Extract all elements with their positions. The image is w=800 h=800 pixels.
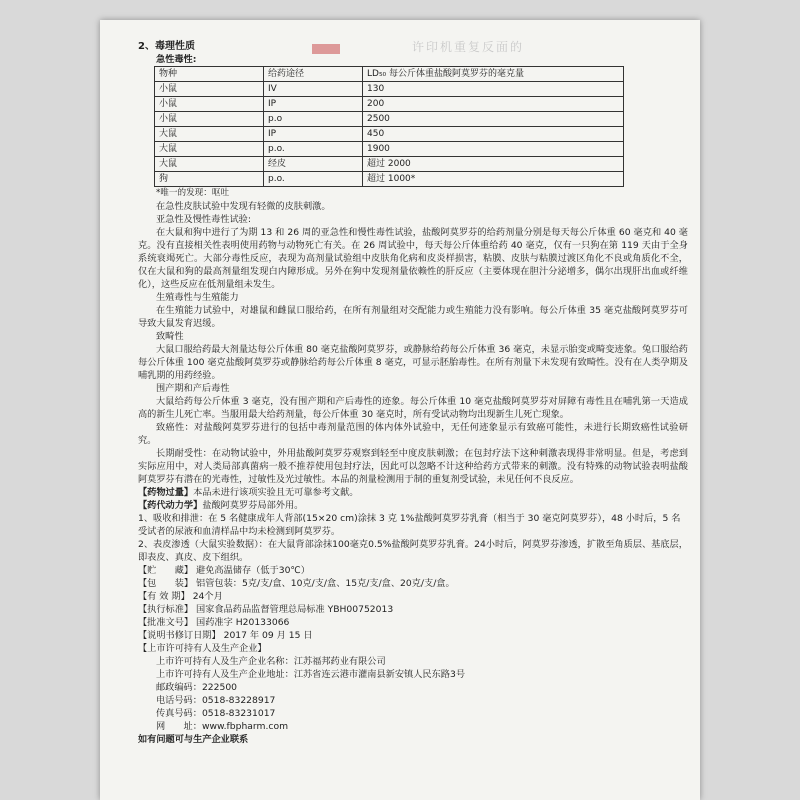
bleed-through-text: 许印机重复反面的 [412, 40, 525, 54]
holder-name-text: 江苏福邦药业有限公司 [293, 656, 386, 667]
table-row [155, 112, 624, 127]
package-label: 【包 装】 [138, 578, 194, 589]
phone-label: 电话号码： [156, 695, 202, 706]
holder-address-label: 上市许可持有人及生产企业地址： [156, 669, 294, 680]
postcode-label: 邮政编码： [156, 682, 202, 693]
document-body [138, 40, 688, 746]
pk-item-2: 2、表皮渗透（大鼠实验数据）：在大鼠背部涂抹100毫克0.5%盐酸阿莫罗芬乳膏。24小时后，阿莫罗芬渗透，扩散至角质层、基底层，即表皮、真皮、皮下组织。 [138, 539, 688, 563]
table-cell: 小鼠 [155, 112, 264, 127]
table-cell: 超过 1000* [363, 172, 624, 187]
postcode-row [138, 681, 688, 694]
table-footnote: *唯一的发现：呕吐 [156, 188, 230, 198]
approval-row [138, 616, 688, 629]
phone-row [138, 694, 688, 707]
validity-label: 【有 效 期】 [138, 591, 190, 602]
phone-text: 0518-83228917 [201, 695, 276, 706]
acute-skin-text: 在急性皮肤试验中发现有轻微的皮肤刺激。 [156, 201, 331, 212]
reproduction-text: 在生殖能力试验中，对雄鼠和雌鼠口服给药，在所有剂量组对交配能力或生殖能力没有影响。每公斤体重 35 毫克盐酸阿莫罗芬可导致大鼠发育迟缓。 [138, 305, 688, 329]
table-cell: 经皮 [264, 157, 363, 172]
table-header: 物种 [155, 67, 264, 82]
revision-text: 2017 年 09 月 15 日 [223, 630, 313, 641]
pharmacokinetics-text: 盐酸阿莫罗芬局部外用。 [202, 500, 304, 511]
table-cell: p.o. [264, 142, 363, 157]
website-text: www.fbpharm.com [201, 721, 289, 732]
footer-contact: 如有问题可与生产企业联系 [138, 734, 249, 745]
table-row [155, 127, 624, 142]
table-row [155, 142, 624, 157]
subacute-title: 亚急性及慢性毒性试验: [156, 214, 251, 225]
table-cell: 小鼠 [155, 97, 264, 112]
pk-item-1: 1、吸收和排泄：在 5 名健康成年人背部(15×20 cm)涂抹 3 克 1%盐酸阿莫罗芬乳膏（相当于 30 毫克阿莫罗芬），48 小时后，5 名受试者的尿液和血清样品中均未检测到阿莫罗芬。 [138, 513, 681, 537]
approval-text: 国药准字 H20133066 [196, 617, 290, 628]
table-row [155, 82, 624, 97]
holder-name-row [138, 655, 688, 668]
table-row [155, 157, 624, 172]
table-cell: p.o. [264, 172, 363, 187]
standard-row [138, 603, 688, 616]
revision-label: 【说明书修订日期】 [138, 630, 221, 641]
table-header: LD₅₀ 每公斤体重盐酸阿莫罗芬的毫克量 [363, 67, 624, 82]
reproduction-title: 生殖毒性与生殖能力 [156, 292, 239, 303]
acute-label: 急性毒性: [156, 54, 197, 65]
section-title: 2、毒理性质 [138, 41, 195, 52]
table-row [155, 97, 624, 112]
standard-text: 国家食品药品监督管理总局标准 YBH00752013 [196, 604, 394, 615]
table-header: 给药途径 [264, 67, 363, 82]
perinatal-text: 大鼠给药每公斤体重 3 毫克，没有围产期和产后毒性的迹象。每公斤体重 10 毫克盐酸阿莫罗芬对屏障有毒性且在哺乳第一天造成高的新生儿死亡率。当服用最大给药剂量，每公斤体重 30 毫克时，所有受试动物均出现新生儿死亡现象。 [138, 396, 688, 420]
table-cell: 大鼠 [155, 127, 264, 142]
table-cell: 130 [363, 82, 624, 97]
teratogenicity-title: 致畸性 [156, 331, 184, 342]
storage-text: 避免高温储存（低于30℃） [196, 565, 310, 576]
table-cell: 小鼠 [155, 82, 264, 97]
table-cell: IV [264, 82, 363, 97]
table-cell: IP [264, 127, 363, 142]
fax-label: 传真号码： [156, 708, 202, 719]
website-row [138, 720, 688, 733]
table-cell: 超过 2000 [363, 157, 624, 172]
tolerance-text: 长期耐受性：在动物试验中，外用盐酸阿莫罗芬观察到轻至中度皮肤刺激；在包封疗法下这种刺激表现得非常明显。但是，考虑到实际应用中，对人类局部真菌病一般不推荐使用包封疗法，因此可以忽略不计这种给药方式带来的刺激。没有特殊的动物试验表明盐酸阿莫罗芬有潜在的光毒性，过敏性及光过敏性。本品的剂量检测用于制的重复剂受试验，未见任何不良反应。 [138, 448, 688, 485]
carcinogenicity-text: 致癌性：对盐酸阿莫罗芬进行的包括中毒剂量范围的体内体外试验中，无任何迹象显示有致癌可能性，未进行长期致癌性试验研究。 [138, 422, 688, 446]
holder-address-text: 江苏省连云港市灌南县新安镇人民东路3号 [293, 669, 466, 680]
storage-label: 【贮 藏】 [138, 565, 194, 576]
pharmacokinetics-label: 【药代动力学】 [138, 500, 203, 511]
validity-text: 24个月 [192, 591, 223, 602]
teratogenicity-text: 大鼠口服给药最大剂量达每公斤体重 80 毫克盐酸阿莫罗芬，或静脉给药每公斤体重 36 毫克，未显示胎变或畸变迹象。兔口服给药每公斤体重 100 毫克盐酸阿莫罗芬或静脉给药每公斤体重 8 毫克，可显示胚胎毒性。在所有剂量下未发现有致畸性。没有在人类孕期及哺乳期的用药经验。 [138, 344, 688, 381]
holder-address-row [138, 668, 688, 681]
approval-label: 【批准文号】 [138, 617, 194, 628]
table-cell: 1900 [363, 142, 624, 157]
table-cell: 2500 [363, 112, 624, 127]
table-cell: 大鼠 [155, 157, 264, 172]
toxicity-table [154, 66, 624, 187]
table-cell: 450 [363, 127, 624, 142]
overdose-text: 本品未进行该项实验且无可靠参考文献。 [193, 487, 359, 498]
table-cell: 大鼠 [155, 142, 264, 157]
standard-label: 【执行标准】 [138, 604, 194, 615]
validity-row [138, 590, 688, 603]
table-header-row [155, 67, 624, 82]
revision-row [138, 629, 688, 642]
perinatal-title: 围产期和产后毒性 [156, 383, 230, 394]
table-cell: 200 [363, 97, 624, 112]
subacute-text: 在大鼠和狗中进行了为期 13 和 26 周的亚急性和慢性毒性试验，盐酸阿莫罗芬的给药剂量分别是每天每公斤体重 60 毫克和 40 毫克。没有直接相关性表明使用药物与动物死亡有关。在 26 周试验中，每天每公斤体重给药 40 毫克，仅有一只狗在第 119 天由于全身系统衰竭死亡。大部分毒性反应，表现为高剂量试验组中皮肤角化病和皮炎样损害，粘膜、皮肤与粘膜过渡区角化不良或角质化不全，仅在大鼠和狗的最高剂量组发现白内障形成。另外在狗中发现剂量依赖性的肝反应（主要体现在胆汁分泌增多，偶尔出现肝出血或纤维化），这些反应在低剂量组未发生。 [138, 227, 688, 290]
document-page [100, 20, 700, 800]
fax-text: 0518-83231017 [201, 708, 276, 719]
overdose-section [138, 486, 688, 499]
holder-name-label: 上市许可持有人及生产企业名称： [156, 656, 294, 667]
pharmacokinetics-section [138, 499, 688, 512]
table-cell: 狗 [155, 172, 264, 187]
storage-row [138, 564, 688, 577]
website-label: 网 址： [156, 721, 202, 732]
table-row [155, 172, 624, 187]
table-cell: p.o [264, 112, 363, 127]
overdose-label: 【药物过量】 [138, 487, 194, 498]
table-cell: IP [264, 97, 363, 112]
holder-title: 【上市许可持有人及生产企业】 [138, 643, 267, 654]
postcode-text: 222500 [201, 682, 238, 693]
package-row [138, 577, 688, 590]
package-text: 铝管包装：5克/支/盒、10克/支/盒、15克/支/盒、20克/支/盒。 [196, 578, 455, 589]
fax-row [138, 707, 688, 720]
